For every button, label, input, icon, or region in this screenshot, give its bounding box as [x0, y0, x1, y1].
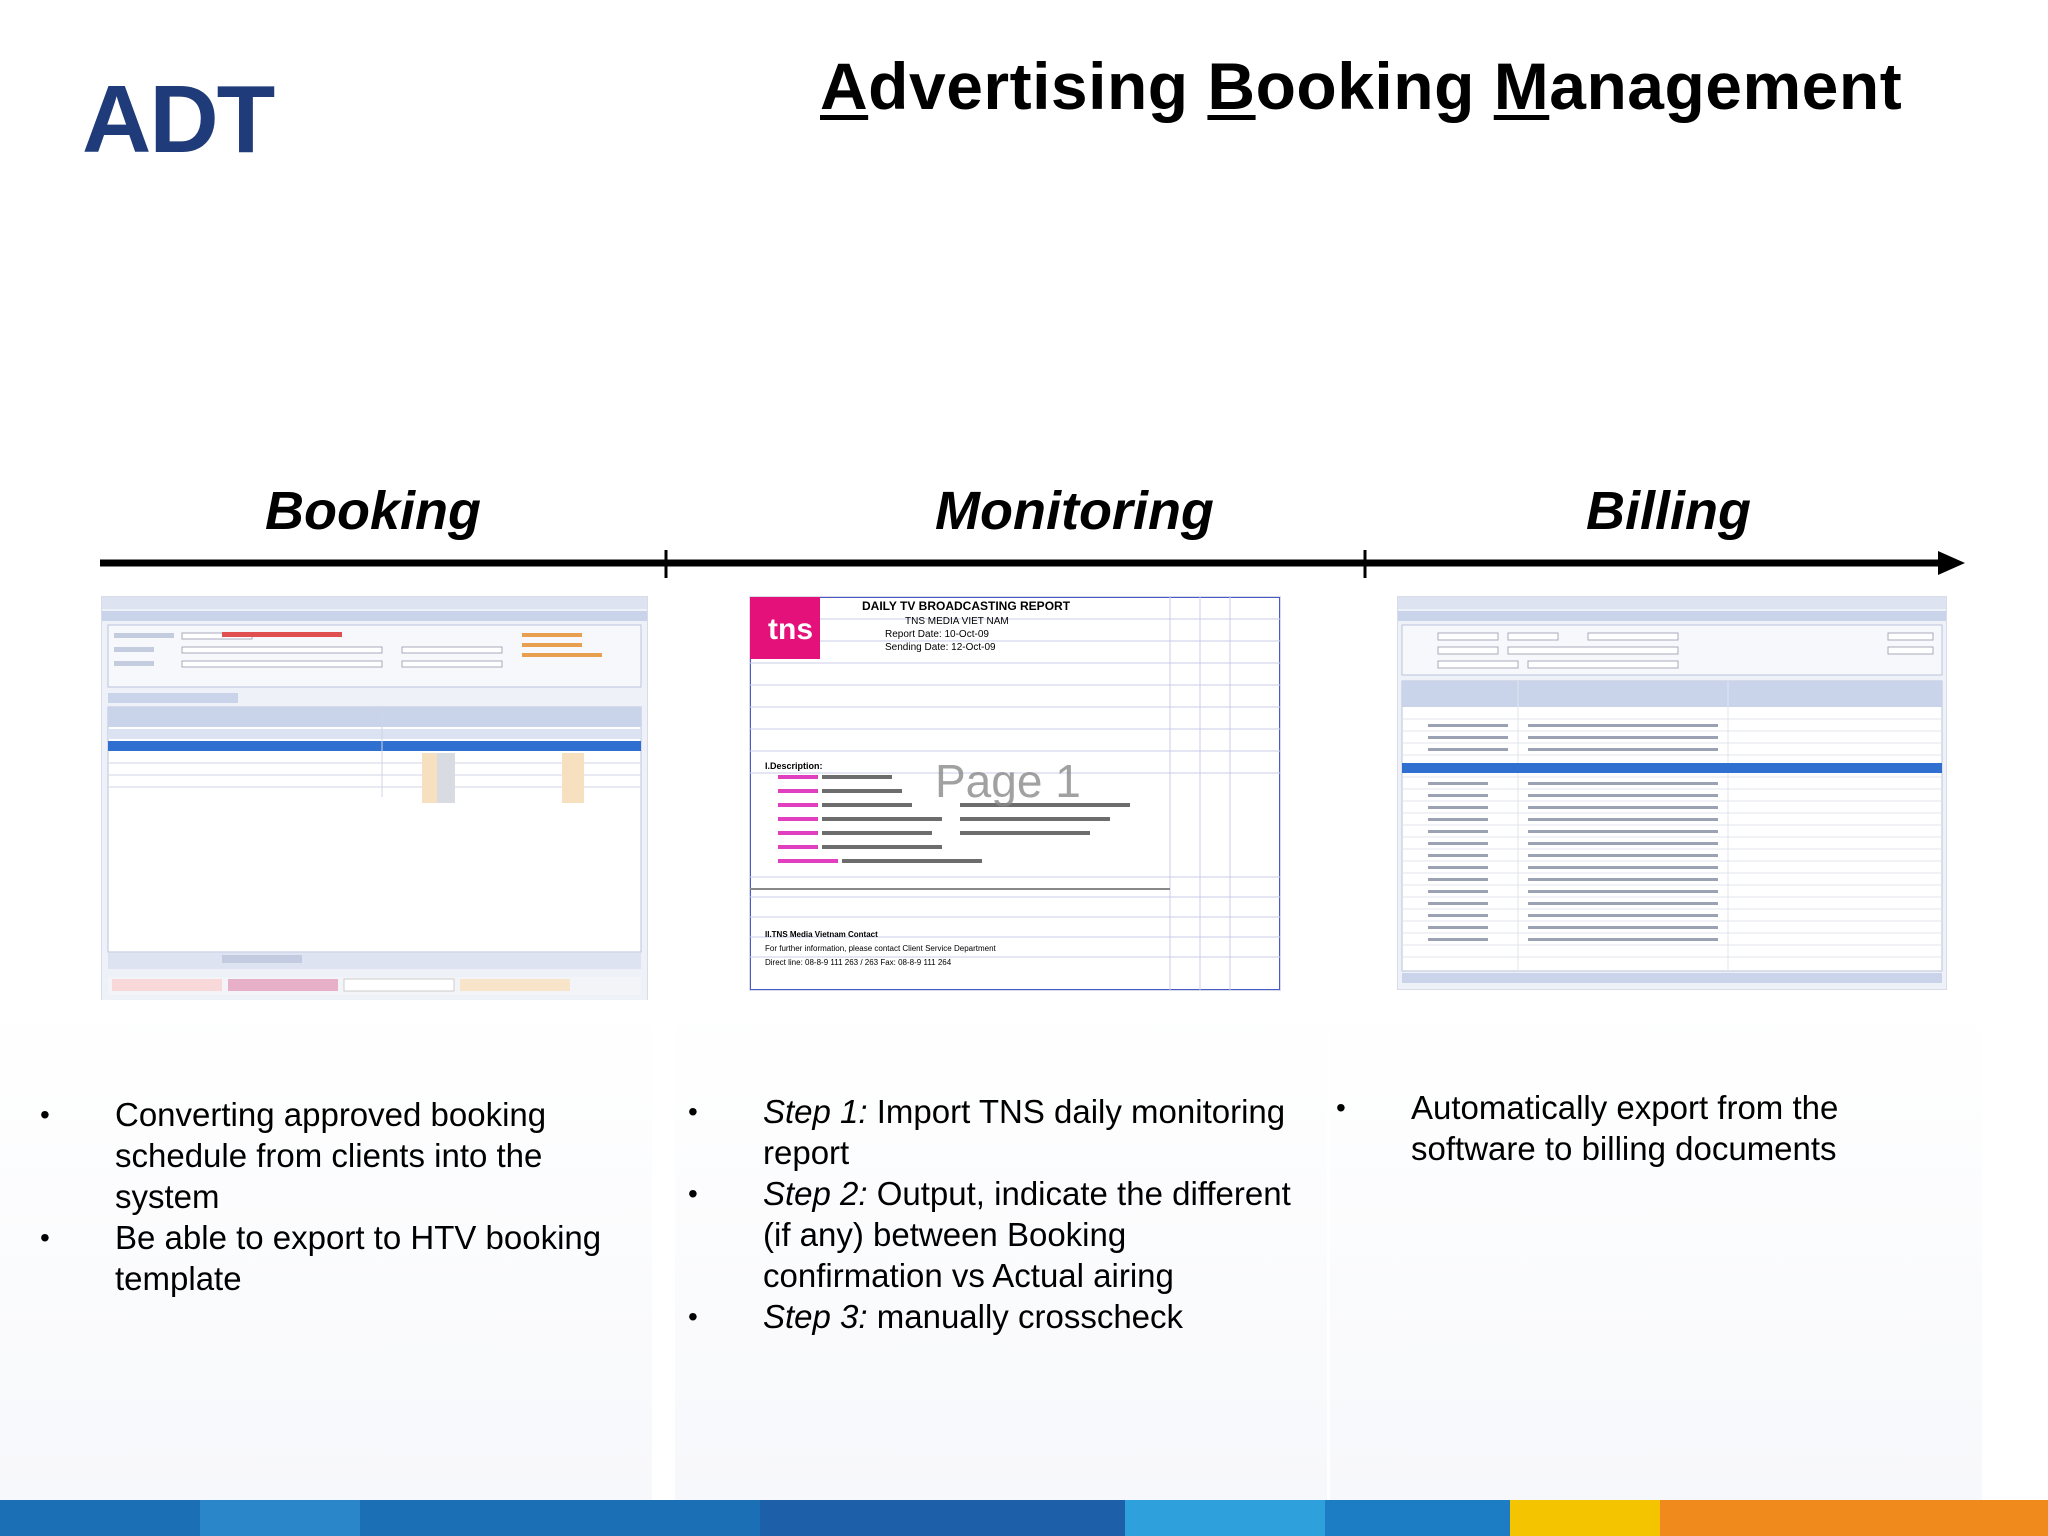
title-part-2: Booking [1207, 49, 1494, 123]
monitoring-bullet-2: • Step 2: Output, indicate the different (if any) between Booking confirmation vs Actual airing [688, 1173, 1298, 1296]
title-part-3: Management [1493, 49, 1903, 123]
description-title: I.Description: [765, 761, 823, 771]
booking-bullet-2: • Be able to export to HTV booking template [40, 1217, 640, 1299]
phase-billing-label: Billing [1586, 481, 1751, 541]
monitoring-bullets [688, 1091, 1298, 1337]
page-title [820, 48, 1902, 124]
monitoring-bullet-3: • Step 3: manually crosscheck [688, 1296, 1298, 1337]
booking-screenshot [102, 597, 647, 1002]
phase-booking-label: Booking [265, 481, 481, 541]
booking-bullets [40, 1094, 640, 1299]
tns-logo-text: tns [768, 613, 813, 646]
adt-logo [82, 78, 382, 160]
report-watermark: Page 1 [935, 755, 1081, 807]
footer-color-bar [0, 1500, 2048, 1536]
title-part-1: Advertising [820, 49, 1208, 123]
footer-segment [1325, 1500, 1510, 1536]
monitoring-bullet-1: • Step 1: Import TNS daily monitoring report [688, 1091, 1298, 1173]
billing-bullet-1: • Automatically export from the software to billing documents [1336, 1087, 1926, 1169]
footer-segment [1125, 1500, 1325, 1536]
billing-bullets [1336, 1087, 1926, 1169]
contact-title: II.TNS Media Vietnam Contact [765, 930, 878, 939]
phone-line: Direct line: 08-8-9 111 263 / 263 Fax: 08-8-9 111 264 [765, 958, 952, 967]
contact-line: For further information, please contact Client Service Department [765, 944, 996, 953]
monitoring-report-screenshot [750, 597, 1280, 990]
footer-segment [360, 1500, 760, 1536]
logo-text: ADT [82, 78, 274, 160]
sending-date: Sending Date: 12-Oct-09 [885, 642, 996, 653]
footer-segment [0, 1500, 200, 1536]
column-background-billing [1330, 1000, 1982, 1500]
footer-segment [1660, 1500, 2048, 1536]
report-heading: DAILY TV BROADCASTING REPORT [862, 599, 1071, 613]
timeline-arrow [100, 550, 1965, 580]
booking-bullet-1: • Converting approved booking schedule from clients into the system [40, 1094, 640, 1217]
footer-segment [200, 1500, 360, 1536]
report-company: TNS MEDIA VIET NAM [905, 616, 1009, 627]
billing-screenshot [1398, 597, 1946, 989]
phase-monitoring-label: Monitoring [935, 481, 1214, 541]
footer-segment [760, 1500, 1125, 1536]
report-date: Report Date: 10-Oct-09 [885, 629, 989, 640]
footer-segment [1510, 1500, 1660, 1536]
